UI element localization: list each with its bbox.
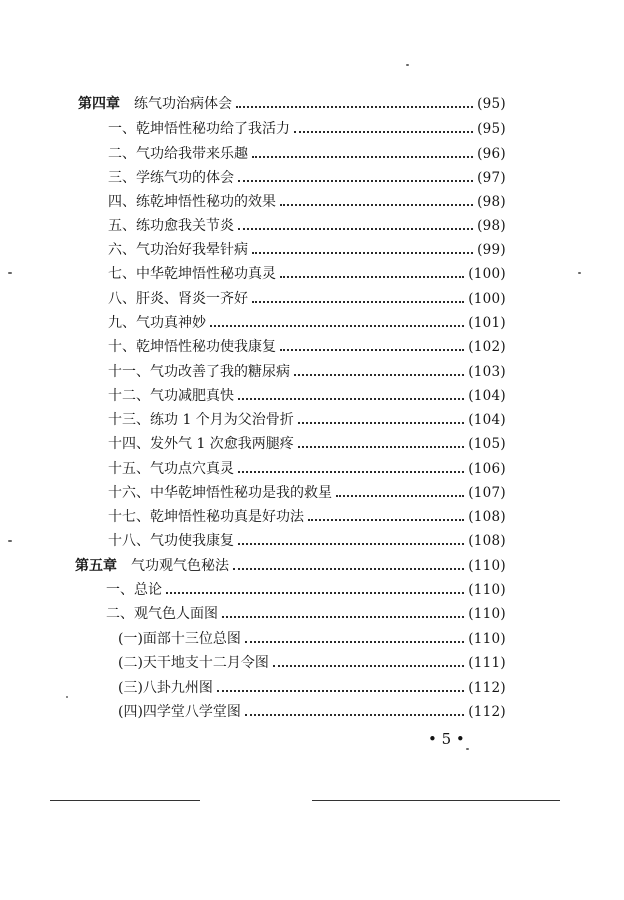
dot-leader [252,239,473,261]
toc-page-number: (108) [468,533,506,549]
toc-entry-title: 十三、练功 1 个月为父治骨折 [108,412,294,428]
page-number: • 5 • [428,730,465,748]
dot-leader [238,458,464,480]
toc-entry[interactable] [108,433,506,455]
toc-entry-title: 练气功治病体会 [134,96,232,112]
toc-page-number: (107) [468,485,506,501]
toc-entry-title: 十八、气功使我康复 [108,533,234,549]
toc-entry[interactable] [106,603,506,625]
toc-entry[interactable] [108,215,506,237]
toc-chapter-heading[interactable] [78,93,506,115]
toc-entry-title: 十七、乾坤悟性秘功真是好功法 [108,509,304,525]
toc-page-number: (106) [468,461,506,477]
toc-entry[interactable] [108,506,506,528]
toc-entry-title: (一)面部十三位总图 [118,631,241,647]
toc-entry-title: 一、乾坤悟性秘功给了我活力 [108,121,290,137]
toc-page-number: (96) [477,146,506,162]
dot-leader [238,215,473,237]
dot-leader [252,288,464,310]
toc-entry[interactable] [108,530,506,552]
toc-entry-title: 十四、发外气 1 次愈我两腿疼 [108,436,294,452]
dot-leader [238,167,473,189]
toc-page-number: (110) [468,558,506,574]
toc-entry[interactable] [108,385,506,407]
toc-entry[interactable] [108,191,506,213]
toc-entry[interactable] [108,312,506,334]
toc-subentry[interactable] [118,652,506,674]
dot-leader [298,433,464,455]
toc-page-number: (104) [468,388,506,404]
toc-entry[interactable] [108,336,506,358]
toc-page-number: (110) [468,631,506,647]
toc-entry[interactable] [108,361,506,383]
toc-entry-title: 二、气功给我带来乐趣 [108,146,248,162]
dot-leader [294,361,464,383]
bottom-rule-right [312,800,560,801]
toc-subentry[interactable] [118,701,506,723]
toc-page-number: (104) [468,412,506,428]
dot-leader [238,530,464,552]
toc-page-number: (112) [468,680,506,696]
toc-entry[interactable] [108,118,506,140]
scan-speck [8,272,12,274]
chapter-label: 第四章 [78,96,120,112]
toc-entry[interactable] [108,409,506,431]
dot-leader [166,579,464,601]
toc-entry-title: (二)天干地支十二月令图 [118,655,269,671]
scan-speck [578,272,581,274]
toc-page-number: (103) [468,364,506,380]
toc-page-number: (95) [477,121,506,137]
toc-entry[interactable] [108,167,506,189]
toc-page-number: (101) [468,315,506,331]
dot-leader [210,312,464,334]
dot-leader [280,263,464,285]
dot-leader [280,191,473,213]
toc-entry[interactable] [108,239,506,261]
toc-subentry[interactable] [118,628,506,650]
dot-leader [245,701,464,723]
bottom-rule-left [50,800,200,801]
toc-entry-title: (三)八卦九州图 [118,680,213,696]
toc-page-number: (112) [468,704,506,720]
toc-subentry[interactable] [118,677,506,699]
dot-leader [233,555,464,577]
dot-leader [238,385,464,407]
scan-speck [406,64,409,66]
toc-page-number: (100) [468,266,506,282]
toc-entry[interactable] [108,482,506,504]
toc-entry-title: 五、练功愈我关节炎 [108,218,234,234]
toc-entry-title: 八、肝炎、肾炎一齐好 [108,291,248,307]
scan-speck [8,540,12,542]
scan-speck [66,696,68,698]
toc-page-number: (99) [477,242,506,258]
dot-leader [245,628,464,650]
toc-entry-title: 十六、中华乾坤悟性秘功是我的救星 [108,485,332,501]
toc-entry[interactable] [108,458,506,480]
toc-entry[interactable] [108,288,506,310]
dot-leader [236,93,473,115]
dot-leader [252,143,473,165]
toc-entry-title: 十五、气功点穴真灵 [108,461,234,477]
toc-page-number: (108) [468,509,506,525]
toc-chapter-heading[interactable] [75,555,506,577]
toc-entry-title: 四、练乾坤悟性秘功的效果 [108,194,276,210]
chapter-label: 第五章 [75,558,117,574]
dot-leader [217,677,464,699]
toc-page-number: (98) [477,218,506,234]
dot-leader [280,336,464,358]
toc-page-number: (97) [477,170,506,186]
toc-entry-title: 十二、气功减肥真快 [108,388,234,404]
toc-page-number: (111) [468,655,506,671]
toc-page-number: (105) [468,436,506,452]
toc-entry-title: 气功观气色秘法 [131,558,229,574]
dot-leader [294,118,473,140]
toc-entry-title: 十一、气功改善了我的糖尿病 [108,364,290,380]
toc-page-number: (100) [468,291,506,307]
toc-entry-title: 二、观气色人面图 [106,606,218,622]
dot-leader [308,506,464,528]
toc-entry[interactable] [108,143,506,165]
toc-page-number: (98) [477,194,506,210]
toc-entry-title: 六、气功治好我晕针病 [108,242,248,258]
toc-entry[interactable] [108,263,506,285]
toc-entry-title: 九、气功真神妙 [108,315,206,331]
toc-entry-title: (四)四学堂八学堂图 [118,704,241,720]
toc-entry-title: 一、总论 [106,582,162,598]
toc-page-number: (95) [477,96,506,112]
dot-leader [336,482,464,504]
toc-page-number: (110) [468,606,506,622]
toc-page-number: (110) [468,582,506,598]
toc-entry-title: 十、乾坤悟性秘功使我康复 [108,339,276,355]
toc-entry-title: 七、中华乾坤悟性秘功真灵 [108,266,276,282]
dot-leader [222,603,464,625]
dot-leader [273,652,464,674]
toc-entry[interactable] [106,579,506,601]
scan-speck [466,748,469,750]
toc-entry-title: 三、学练气功的体会 [108,170,234,186]
toc-page-number: (102) [468,339,506,355]
dot-leader [298,409,464,431]
